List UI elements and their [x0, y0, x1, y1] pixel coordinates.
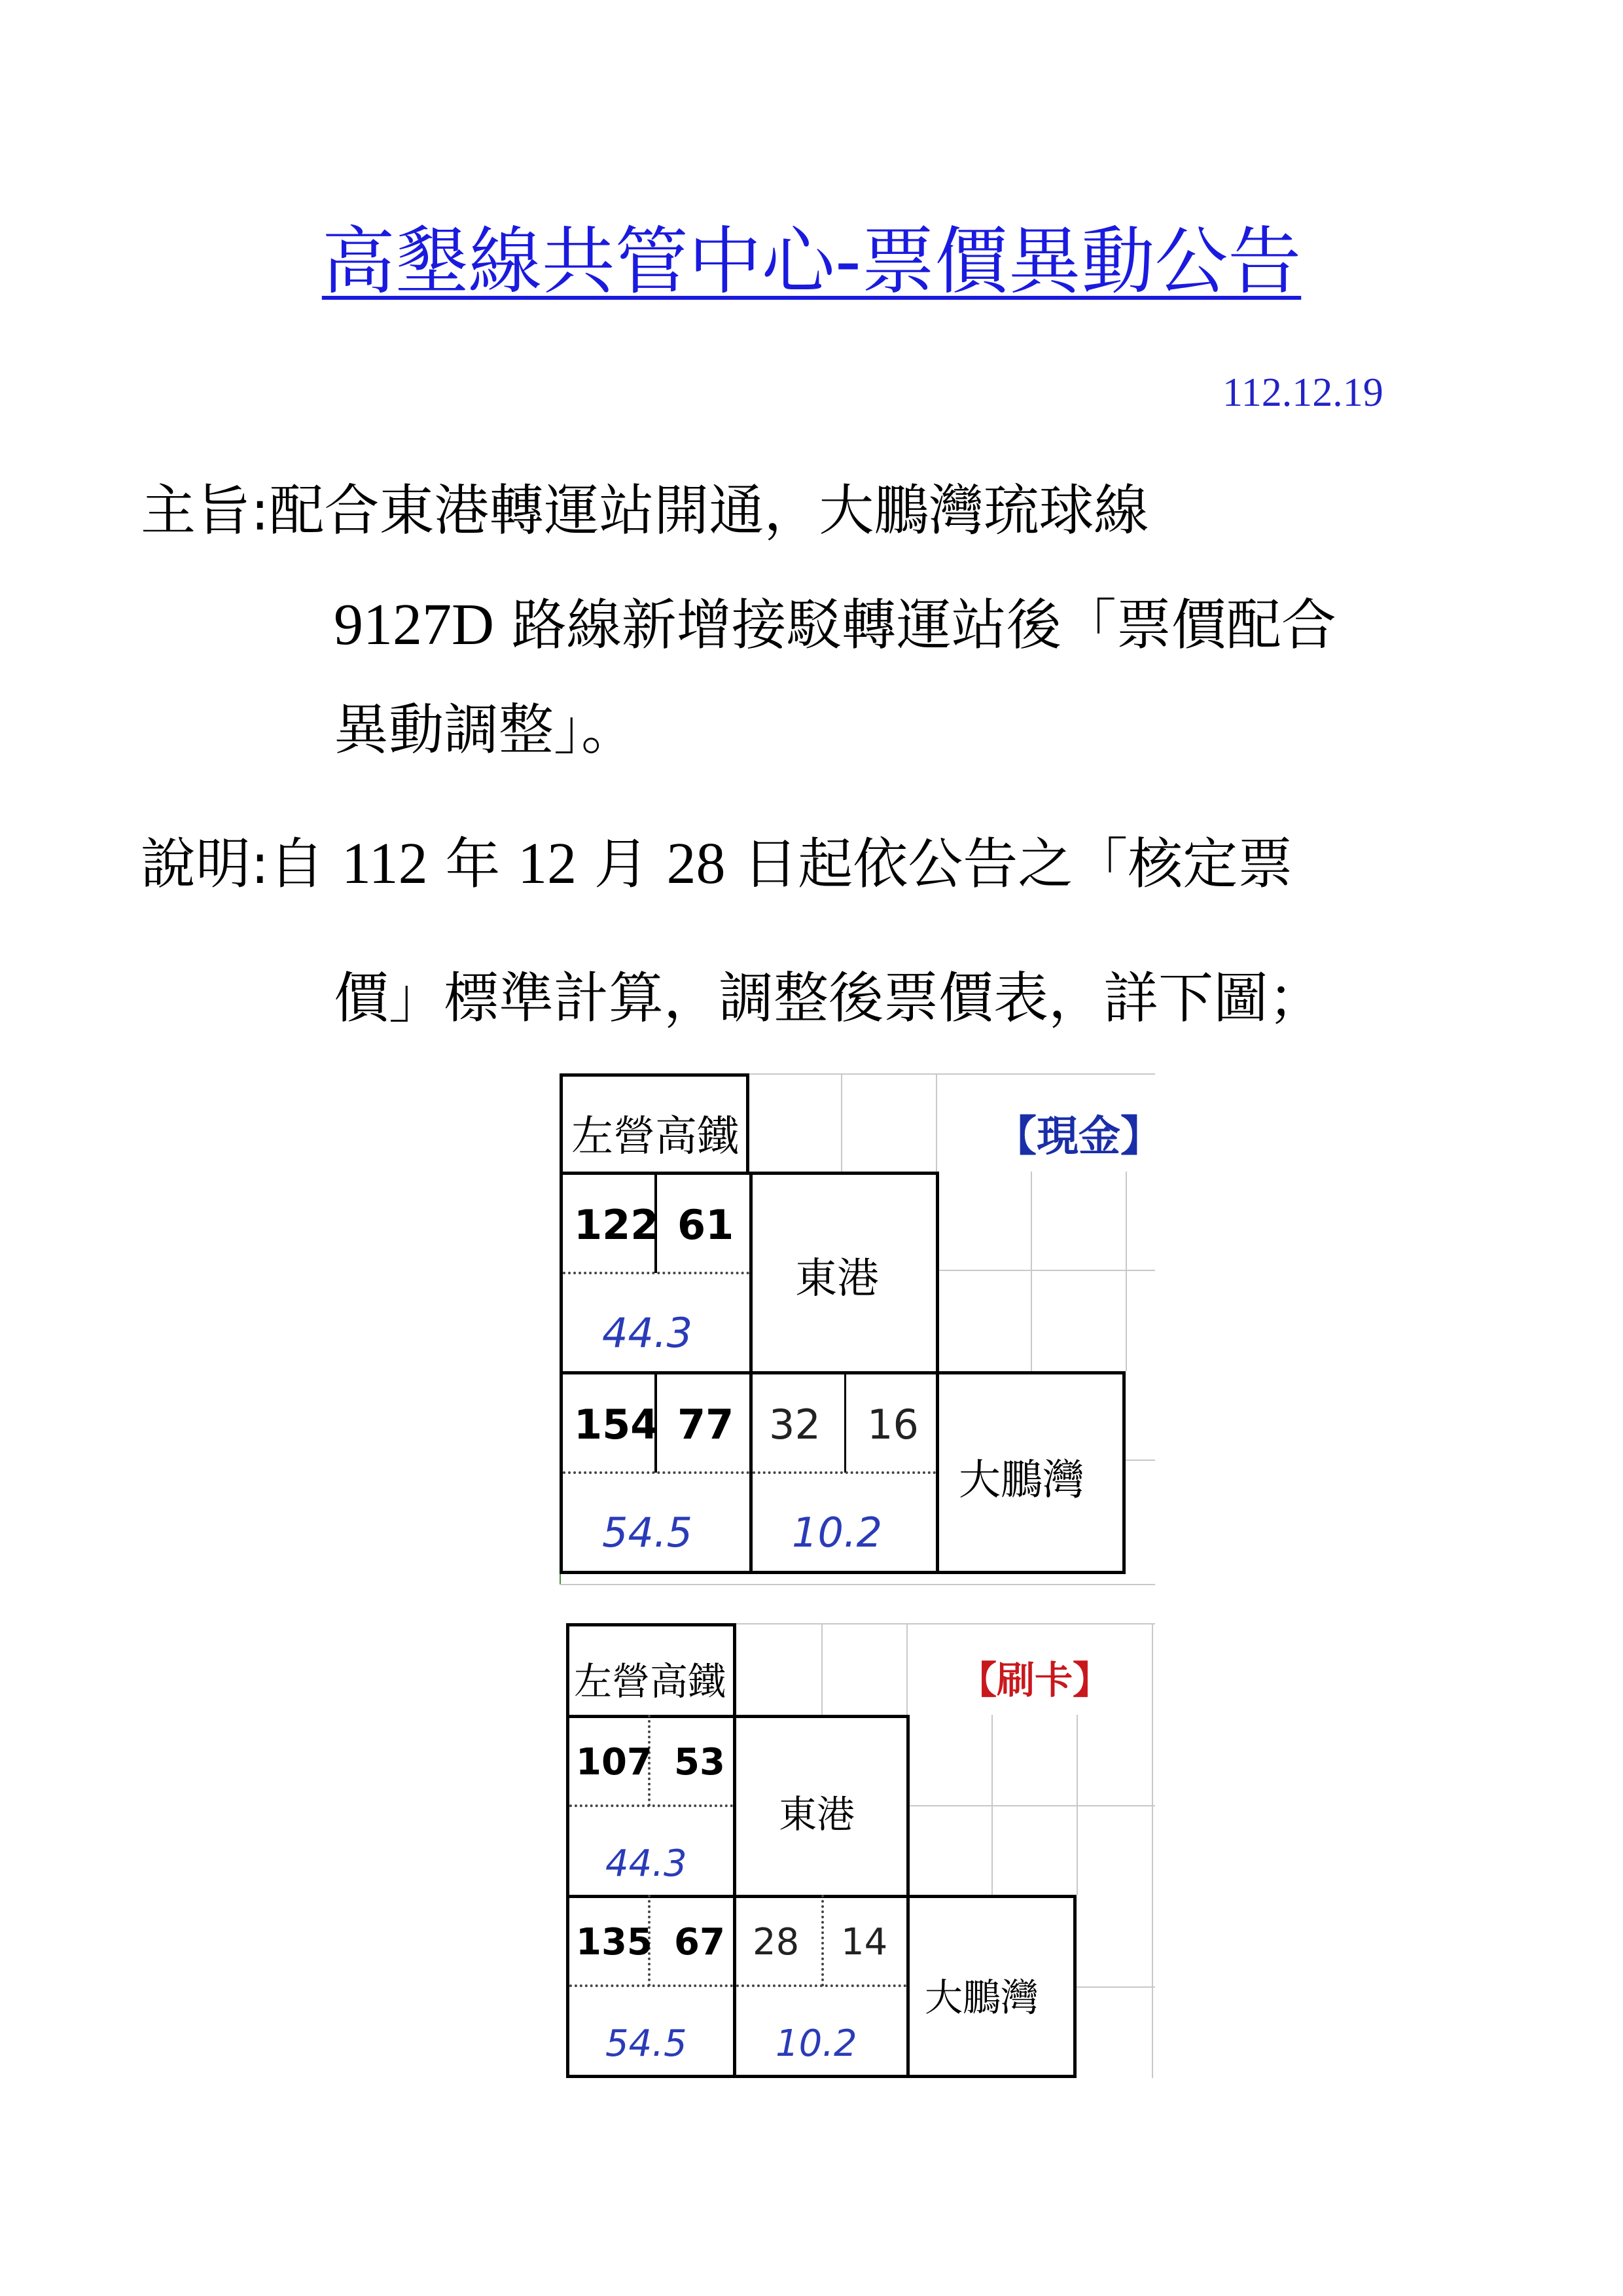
fare-full-donggang-dapeng: 32 — [769, 1401, 821, 1448]
explanation-text-b: 年 — [427, 832, 518, 896]
distance-zuoying-dapeng: 54.5 — [605, 2022, 687, 2065]
station-label-zuoying: 左營高鐵 — [574, 1659, 726, 1704]
station-label-dapeng: 大鵬灣 — [959, 1456, 1084, 1505]
distance-zuoying-donggang: 44.3 — [602, 1309, 693, 1357]
subject-text-2: 路線新增接駁轉運站後「票價配合 — [494, 593, 1336, 657]
title-text: 高墾線共管中心-票價異動公告 — [321, 219, 1302, 304]
fare-half-zuoying-dapeng: 67 — [674, 1921, 725, 1964]
explanation-day: 28 — [666, 831, 726, 896]
fare-full-zuoying-dapeng: 135 — [576, 1921, 652, 1964]
fare-half-donggang-dapeng: 16 — [867, 1401, 919, 1448]
fare-half-zuoying-donggang: 61 — [677, 1201, 734, 1249]
explanation-text-d: 日起依公告之「核定票 — [725, 832, 1293, 896]
subject-label: 主旨: — [141, 478, 270, 543]
announcement-date: 112.12.19 — [1222, 370, 1383, 415]
explanation-label: 說明: — [141, 832, 270, 896]
explanation-year: 112 — [342, 831, 428, 896]
station-label-dapeng: 大鵬灣 — [925, 1975, 1039, 2020]
explanation-text-c: 月 — [577, 832, 667, 896]
distance-donggang-dapeng: 10.2 — [792, 1509, 883, 1556]
page-title — [0, 216, 1623, 308]
explanation-text-a: 自 — [269, 832, 342, 896]
payment-tag-card: 【刷卡】 — [959, 1658, 1111, 1702]
fare-full-zuoying-donggang: 107 — [576, 1741, 652, 1784]
station-label-zuoying: 左營高鐵 — [571, 1113, 739, 1161]
subject-text-3: 異動調整」。 — [334, 698, 637, 762]
explanation-line-2 — [334, 965, 1323, 1031]
payment-tag-cash: 【現金】 — [995, 1113, 1162, 1161]
fare-full-zuoying-donggang: 122 — [574, 1201, 659, 1249]
route-number: 9127D — [334, 592, 494, 657]
explanation-line-1 — [141, 831, 1293, 897]
station-label-donggang: 東港 — [779, 1792, 855, 1837]
station-label-donggang: 東港 — [795, 1255, 879, 1303]
explanation-text-2: 價」標準計算，調整後票價表，詳下圖； — [334, 966, 1324, 1030]
subject-line-2 — [334, 592, 1336, 658]
fare-half-donggang-dapeng: 14 — [841, 1921, 888, 1964]
distance-zuoying-dapeng: 54.5 — [602, 1509, 693, 1556]
fare-full-donggang-dapeng: 28 — [753, 1921, 800, 1964]
fare-half-zuoying-donggang: 53 — [674, 1741, 725, 1784]
explanation-month: 12 — [518, 831, 577, 896]
subject-text-1: 配合東港轉運站開通，大鵬灣琉球線 — [269, 478, 1149, 543]
fare-table-cash — [560, 1073, 1162, 1584]
subject-line-3 — [334, 697, 636, 762]
distance-donggang-dapeng: 10.2 — [776, 2022, 857, 2065]
fare-table-card — [566, 1623, 1155, 2081]
distance-zuoying-donggang: 44.3 — [605, 1842, 687, 1885]
fare-full-zuoying-dapeng: 154 — [574, 1401, 659, 1448]
fare-half-zuoying-dapeng: 77 — [677, 1401, 734, 1448]
subject-line-1 — [141, 478, 1149, 543]
